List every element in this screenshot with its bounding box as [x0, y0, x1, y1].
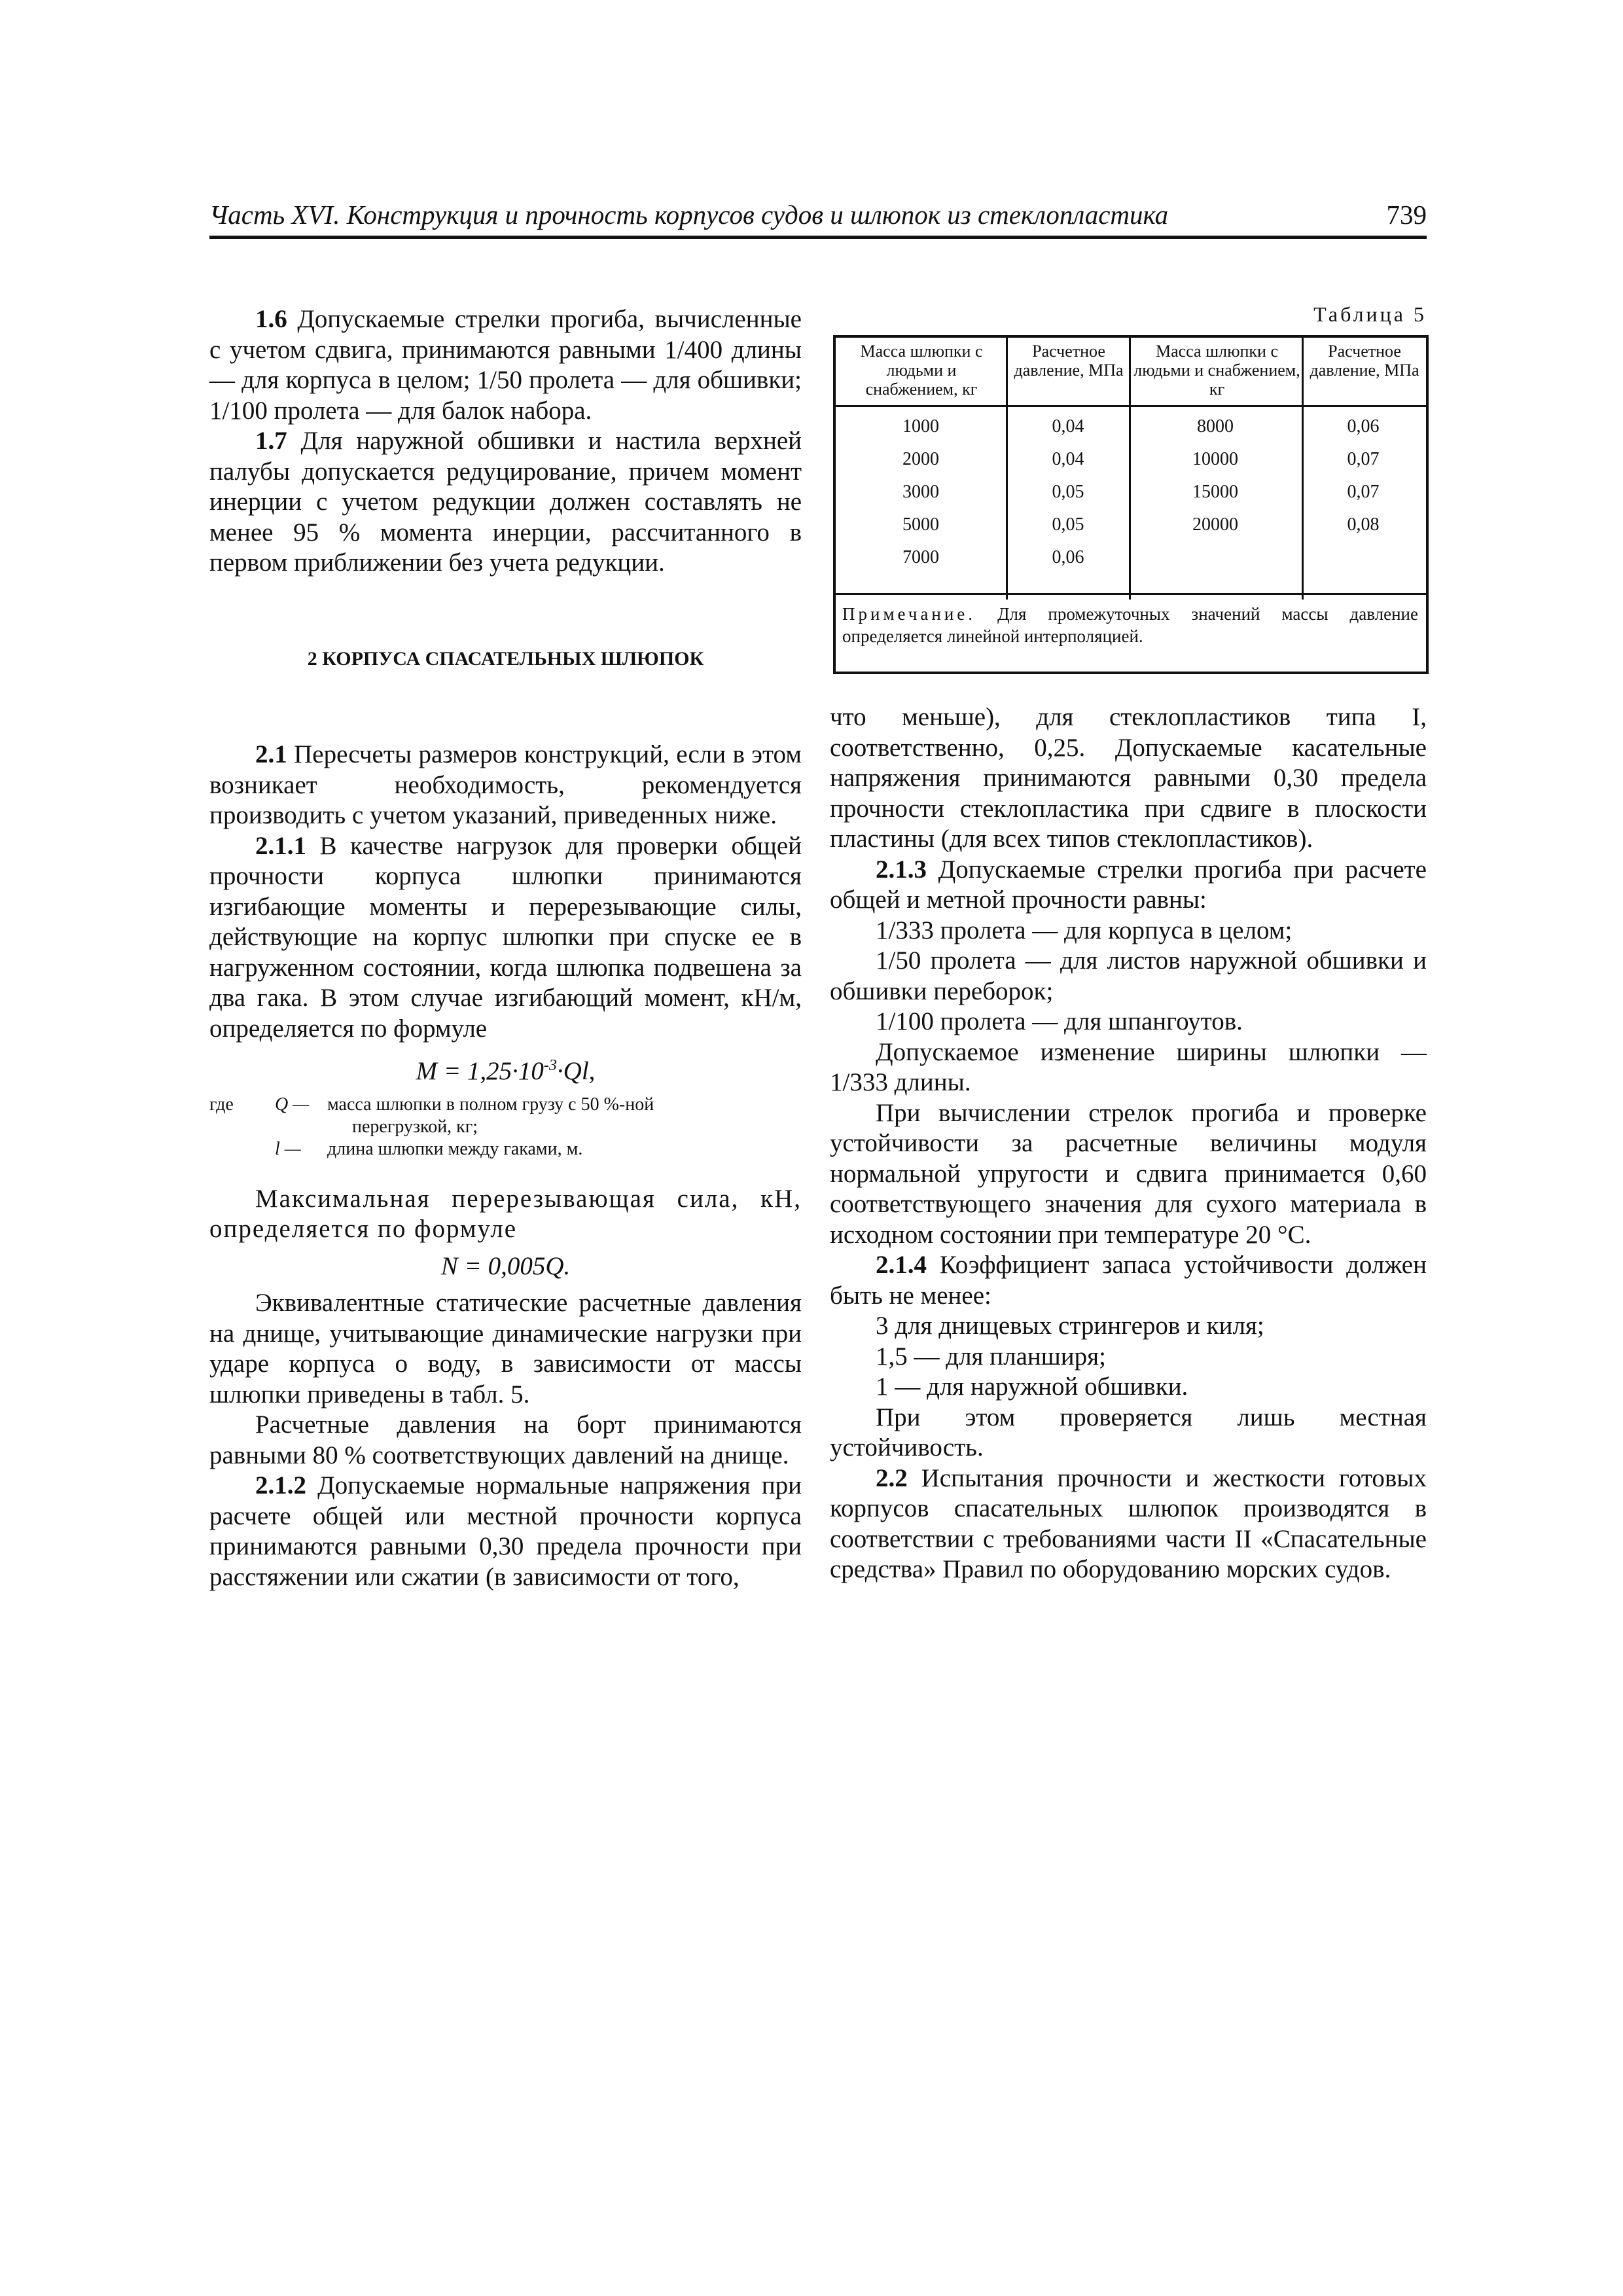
page-number: 739 [1386, 200, 1427, 230]
table-cell: 0,07 [1347, 482, 1380, 502]
section-number: 2.2 [876, 1463, 908, 1492]
table-cell: 0,07 [1347, 449, 1380, 469]
formula-moment: $M = 1,25\cdot 10^{-3}\cdot Ql$, [416, 1057, 596, 1085]
paragraph-shear-force: Максимальная перерезывающая сила, кН, определяется по формуле [209, 1184, 802, 1243]
paragraph-equivalent-pressure: Эквивалентные статические расчетные давления на днище, учитывающие динамические нагрузки при ударе корпуса о воду, в зависимости от массы шлюпки приведены в табл. 5. [209, 1289, 802, 1408]
running-title: Часть XVI. Конструкция и прочность корпусов судов и шлюпок из стеклопластика [209, 200, 1169, 230]
paragraph-elastic-modulus: При вычислении стрелок прогиба и проверке устойчивости за расчетные величины модуля нормальной упругости и сдвига принимается 0,60 соответствующего значения для сухого материала в исходном состоянии при температуре 20 °С. [830, 1098, 1427, 1249]
stability-plating: 1 — для наружной обшивки. [876, 1372, 1188, 1401]
paragraph-2-1-2 [209, 1471, 802, 1592]
section-number: 2.1.2 [255, 1471, 306, 1499]
right-column [830, 702, 1427, 1585]
section-number: 2.1.4 [876, 1251, 927, 1279]
paragraph-1-6 [209, 304, 802, 426]
paragraph-text: Коэффициент запаса устойчивости должен быть не менее: [830, 1251, 1427, 1310]
table-header-pressure-1: Расчетное давление, МПа [1014, 342, 1124, 380]
deflection-frames: 1/100 пролета — для шпангоутов. [876, 1007, 1243, 1035]
table-header-mass-2: Масса шлюпки с людьми и снабжением, кг [1133, 342, 1300, 399]
stability-gunwale: 1,5 — для планширя; [876, 1342, 1106, 1371]
paragraph-2-1-3 [830, 855, 1427, 916]
table-cell: 0,05 [1052, 482, 1084, 502]
left-column [209, 304, 802, 1592]
table-cell: 7000 [902, 547, 939, 567]
paragraph-2-2 [830, 1463, 1427, 1585]
paragraph-1-7 [209, 426, 802, 579]
deflection-hull: 1/333 пролета — для корпуса в целом; [876, 916, 1293, 944]
paragraph-text: Допускаемые стрелки прогиба при расчете общей и метной прочности равны: [830, 855, 1427, 914]
symbol-q: Q — [275, 1094, 310, 1115]
section-heading: 2 КОРПУСА СПАСАТЕЛЬНЫХ ШЛЮПОК [307, 647, 704, 670]
paragraph-2-1-4 [830, 1250, 1427, 1311]
paragraph-text: Испытания прочности и жесткости готовых корпусов спасательных шлюпок производятся в соответствии с требованиями части II «Спасательные средства» Правил по оборудованию морских судов. [830, 1463, 1427, 1583]
table-cell: 0,04 [1052, 416, 1084, 437]
table-cell: 0,06 [1052, 547, 1084, 567]
table-caption: Таблица 5 [1313, 302, 1427, 326]
table-cell: 15000 [1192, 482, 1238, 502]
table-cell: 10000 [1192, 449, 1238, 469]
table-cell: 5000 [902, 514, 939, 535]
symbol-l-description: длина шлюпки между гаками, м. [327, 1138, 583, 1159]
section-number: 2.1 [255, 740, 287, 768]
paragraph-side-pressure: Расчетные давления на борт принимаются равными 80 % соответствующих давлений на днище. [209, 1410, 802, 1469]
deflection-plating: 1/50 пролета — для листов наружной обшивки и обшивки переборок; [830, 946, 1427, 1005]
paragraph-text: Для наружной обшивки и настила верхней палубы допускается редуцирование, причем момент инерции с учетом редукции должен составлять не менее 95 % момента инерции, рассчитанного в первом приближении без учета редукции. [209, 427, 802, 577]
formula-legend [209, 1094, 802, 1160]
running-header [209, 196, 1427, 239]
formula-shear: N = 0,005Q. [440, 1251, 571, 1280]
section-number: 1.7 [255, 427, 287, 455]
symbol-l: l — [275, 1138, 301, 1159]
stability-stringers: 3 для днищевых стрингеров и киля; [876, 1312, 1264, 1340]
paragraph-text: В качестве нагрузок для проверки общей прочности корпуса шлюпки принимаются изгибающие моменты и перерезывающие силы, действующие на корпус шлюпки при спуске ее в нагруженном состоянии, когда шлюпка подвешена за два гака. В этом случае изгибающий момент, кН/м, определяется по формуле [209, 831, 802, 1043]
symbol-q-description: масса шлюпки в полном грузу с 50 %-ной [327, 1094, 654, 1115]
section-number: 2.1.1 [255, 831, 306, 860]
paragraph-text: Пересчеты размеров конструкций, если в этом возникает необходимость, рекомендуется производить с учетом указаний, приведенных ниже. [209, 740, 802, 829]
table-cell: 1000 [902, 416, 939, 437]
table-note-label: Примечание. [842, 604, 976, 624]
width-change: Допускаемое изменение ширины шлюпки — 1/333 длины. [830, 1037, 1427, 1096]
table-note-text: Для промежуточных значений массы давление определяется линейной интерполяцией. [842, 604, 1418, 646]
symbol-q-description-cont: перегрузкой, кг; [352, 1116, 478, 1137]
paragraph-text: Допускаемые нормальные напряжения при расчете общей или местной прочности корпуса принимаются равными 0,30 предела прочности при расстяжении или сжатии (в зависимости от того, [209, 1471, 802, 1591]
paragraph-local-stability: При этом проверяется лишь местная устойчивость. [830, 1403, 1427, 1462]
pressure-table [833, 335, 1429, 674]
table-cell: 0,06 [1347, 416, 1380, 437]
table-cell: 3000 [902, 482, 939, 502]
section-number: 2.1.3 [876, 855, 927, 884]
section-number: 1.6 [255, 305, 287, 333]
table-cell: 0,08 [1347, 514, 1380, 535]
table-cell: 2000 [902, 449, 939, 469]
table-cell: 20000 [1192, 514, 1238, 535]
table-header-pressure-2: Расчетное давление, МПа [1310, 342, 1419, 380]
paragraph-2-1-1 [209, 831, 802, 1045]
table-note [842, 603, 1418, 647]
where-label: где [209, 1094, 234, 1115]
table-cell: 0,04 [1052, 449, 1084, 469]
table-cell: 0,05 [1052, 514, 1084, 535]
paragraph-continuation: что меньше), для стеклопластиков типа I, соответственно, 0,25. Допускаемые касательные напряжения принимаются равными 0,30 предела прочности стеклопластика при сдвиге в плоскости пластины (для всех типов стеклопластиков). [830, 703, 1427, 853]
paragraph-text: Допускаемые стрелки прогиба, вычисленные с учетом сдвига, принимаются равными 1/400 длины — для корпуса в целом; 1/50 пролета — для обшивки; 1/100 пролета — для балок набора. [209, 305, 802, 425]
table-cell: 8000 [1197, 416, 1234, 437]
table-header-mass-1: Масса шлюпки с людьми и снабжением, кг [860, 342, 983, 399]
paragraph-2-1 [209, 740, 802, 831]
